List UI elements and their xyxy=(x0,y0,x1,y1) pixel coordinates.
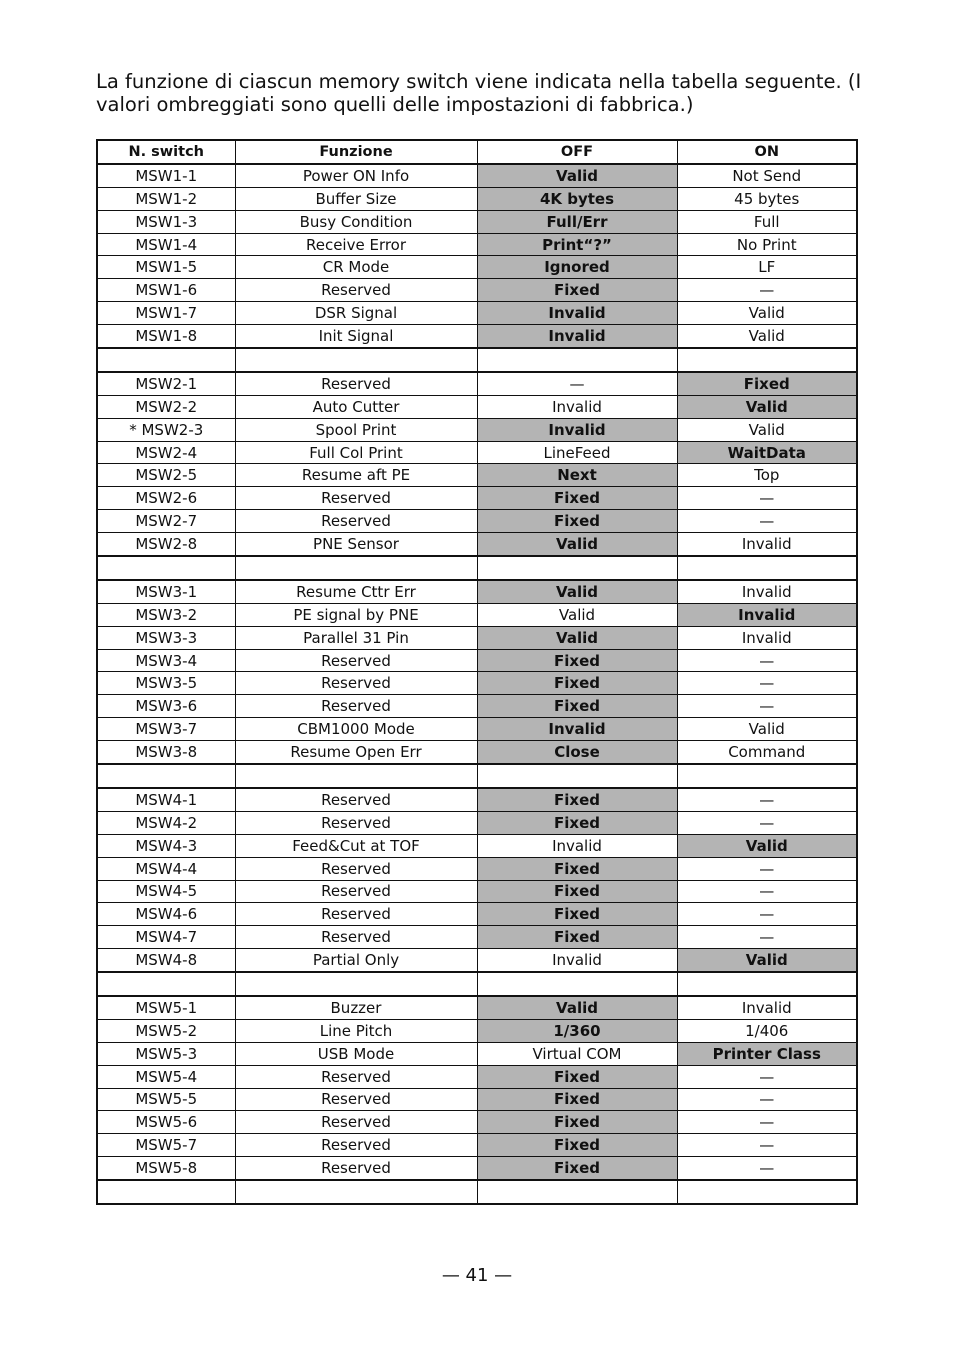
switch-number-cell: MSW2-2 xyxy=(97,395,235,418)
intro-paragraph: La funzione di ciascun memory switch viene indicata nella tabella seguente. (I valori ombreggiati sono quelli delle impostazioni di fabbrica.) xyxy=(96,70,862,116)
switch-number-cell: MSW5-8 xyxy=(97,1157,235,1180)
off-value-cell: Fixed xyxy=(477,880,677,903)
table-row xyxy=(97,325,857,348)
off-value-cell: Valid xyxy=(477,603,677,626)
switch-number-cell: MSW1-8 xyxy=(97,325,235,348)
on-value-cell: — xyxy=(677,672,857,695)
function-cell: Busy Condition xyxy=(235,210,477,233)
on-value-cell: — xyxy=(677,903,857,926)
function-cell: USB Mode xyxy=(235,1042,477,1065)
table-row xyxy=(97,302,857,325)
table-row xyxy=(97,279,857,302)
table-row xyxy=(97,857,857,880)
table-row xyxy=(97,395,857,418)
on-value-cell: — xyxy=(677,1111,857,1134)
empty-cell xyxy=(477,1180,677,1204)
function-cell: Auto Cutter xyxy=(235,395,477,418)
table-row xyxy=(97,1111,857,1134)
table-row xyxy=(97,649,857,672)
table-row xyxy=(97,510,857,533)
switch-number-cell: MSW4-5 xyxy=(97,880,235,903)
function-cell: Receive Error xyxy=(235,233,477,256)
function-cell: Init Signal xyxy=(235,325,477,348)
switch-number-cell: MSW2-8 xyxy=(97,533,235,556)
table-row xyxy=(97,580,857,603)
off-value-cell: Invalid xyxy=(477,949,677,972)
off-value-cell: Full/Err xyxy=(477,210,677,233)
function-cell: Reserved xyxy=(235,649,477,672)
on-value-cell: Command xyxy=(677,741,857,764)
switch-number-cell: MSW4-1 xyxy=(97,788,235,811)
switch-number-cell: MSW1-2 xyxy=(97,187,235,210)
table-row xyxy=(97,1157,857,1180)
table-row xyxy=(97,187,857,210)
table-row xyxy=(97,464,857,487)
function-cell: Reserved xyxy=(235,1065,477,1088)
function-cell: Parallel 31 Pin xyxy=(235,626,477,649)
function-cell: Partial Only xyxy=(235,949,477,972)
off-value-cell: Valid xyxy=(477,533,677,556)
off-value-cell: Fixed xyxy=(477,510,677,533)
on-value-cell: — xyxy=(677,1088,857,1111)
function-cell: Reserved xyxy=(235,1134,477,1157)
table-row xyxy=(97,372,857,395)
table-row xyxy=(97,903,857,926)
table-row xyxy=(97,487,857,510)
function-cell: Reserved xyxy=(235,903,477,926)
table-header-row xyxy=(97,140,857,164)
table-row xyxy=(97,949,857,972)
table-row xyxy=(97,1088,857,1111)
on-value-cell: No Print xyxy=(677,233,857,256)
empty-cell xyxy=(97,764,235,788)
empty-cell xyxy=(97,1180,235,1204)
function-cell: Reserved xyxy=(235,1157,477,1180)
table-row xyxy=(97,533,857,556)
table-row xyxy=(97,1134,857,1157)
on-value-cell: — xyxy=(677,1134,857,1157)
off-value-cell: Invalid xyxy=(477,325,677,348)
on-value-cell: Valid xyxy=(677,718,857,741)
switch-number-cell: MSW1-4 xyxy=(97,233,235,256)
off-value-cell: Fixed xyxy=(477,1111,677,1134)
on-value-cell: Printer Class xyxy=(677,1042,857,1065)
on-value-cell: Invalid xyxy=(677,533,857,556)
empty-cell xyxy=(235,556,477,580)
function-cell: Resume aft PE xyxy=(235,464,477,487)
switch-number-cell: MSW2-6 xyxy=(97,487,235,510)
function-cell: Reserved xyxy=(235,811,477,834)
empty-cell xyxy=(235,1180,477,1204)
empty-cell xyxy=(235,348,477,372)
table-row xyxy=(97,834,857,857)
function-cell: Reserved xyxy=(235,880,477,903)
switch-number-cell: MSW5-1 xyxy=(97,996,235,1019)
table-row xyxy=(97,1042,857,1065)
on-value-cell: Valid xyxy=(677,418,857,441)
switch-number-cell: MSW5-3 xyxy=(97,1042,235,1065)
on-value-cell: 45 bytes xyxy=(677,187,857,210)
function-cell: Spool Print xyxy=(235,418,477,441)
switch-number-cell: MSW2-5 xyxy=(97,464,235,487)
off-value-cell: Invalid xyxy=(477,395,677,418)
function-cell: Reserved xyxy=(235,1088,477,1111)
switch-number-cell: MSW3-3 xyxy=(97,626,235,649)
table-row xyxy=(97,996,857,1019)
off-value-cell: Ignored xyxy=(477,256,677,279)
table-row xyxy=(97,880,857,903)
function-cell: Reserved xyxy=(235,487,477,510)
switch-number-cell: MSW2-4 xyxy=(97,441,235,464)
off-value-cell: Fixed xyxy=(477,695,677,718)
on-value-cell: — xyxy=(677,788,857,811)
table-row xyxy=(97,210,857,233)
switch-number-cell: MSW2-7 xyxy=(97,510,235,533)
table-row xyxy=(97,1019,857,1042)
switch-number-cell: MSW5-4 xyxy=(97,1065,235,1088)
on-value-cell: — xyxy=(677,487,857,510)
switch-number-cell: MSW3-2 xyxy=(97,603,235,626)
table-row xyxy=(97,164,857,187)
on-value-cell: — xyxy=(677,880,857,903)
table-row xyxy=(97,418,857,441)
header-on: ON xyxy=(677,140,857,164)
on-value-cell: Valid xyxy=(677,949,857,972)
on-value-cell: WaitData xyxy=(677,441,857,464)
on-value-cell: — xyxy=(677,1157,857,1180)
on-value-cell: — xyxy=(677,857,857,880)
off-value-cell: Valid xyxy=(477,164,677,187)
switch-number-cell: MSW3-6 xyxy=(97,695,235,718)
empty-cell xyxy=(677,764,857,788)
function-cell: PE signal by PNE xyxy=(235,603,477,626)
switch-number-cell: MSW3-8 xyxy=(97,741,235,764)
function-cell: Reserved xyxy=(235,1111,477,1134)
switch-number-cell: MSW5-7 xyxy=(97,1134,235,1157)
switch-number-cell: MSW4-3 xyxy=(97,834,235,857)
off-value-cell: Valid xyxy=(477,580,677,603)
off-value-cell: 4K bytes xyxy=(477,187,677,210)
off-value-cell: Fixed xyxy=(477,672,677,695)
function-cell: Reserved xyxy=(235,672,477,695)
separator-row xyxy=(97,556,857,580)
off-value-cell: Fixed xyxy=(477,788,677,811)
function-cell: Reserved xyxy=(235,372,477,395)
function-cell: Reserved xyxy=(235,695,477,718)
empty-cell xyxy=(97,348,235,372)
on-value-cell: Fixed xyxy=(677,372,857,395)
function-cell: Reserved xyxy=(235,926,477,949)
off-value-cell: Fixed xyxy=(477,903,677,926)
on-value-cell: Invalid xyxy=(677,580,857,603)
table-row xyxy=(97,718,857,741)
empty-cell xyxy=(477,556,677,580)
function-cell: DSR Signal xyxy=(235,302,477,325)
table-row xyxy=(97,811,857,834)
function-cell: Line Pitch xyxy=(235,1019,477,1042)
switch-number-cell: MSW4-8 xyxy=(97,949,235,972)
switch-number-cell: MSW4-4 xyxy=(97,857,235,880)
on-value-cell: 1/406 xyxy=(677,1019,857,1042)
switch-number-cell: MSW1-3 xyxy=(97,210,235,233)
on-value-cell: — xyxy=(677,510,857,533)
function-cell: Reserved xyxy=(235,279,477,302)
function-cell: Full Col Print xyxy=(235,441,477,464)
switch-number-cell: MSW4-2 xyxy=(97,811,235,834)
function-cell: Reserved xyxy=(235,788,477,811)
function-cell: Reserved xyxy=(235,510,477,533)
on-value-cell: Invalid xyxy=(677,996,857,1019)
off-value-cell: Invalid xyxy=(477,718,677,741)
on-value-cell: Full xyxy=(677,210,857,233)
on-value-cell: Valid xyxy=(677,834,857,857)
off-value-cell: Valid xyxy=(477,626,677,649)
empty-cell xyxy=(97,556,235,580)
on-value-cell: Top xyxy=(677,464,857,487)
separator-row xyxy=(97,764,857,788)
table-row xyxy=(97,788,857,811)
off-value-cell: Print“?” xyxy=(477,233,677,256)
switch-number-cell: MSW1-6 xyxy=(97,279,235,302)
switch-number-cell: MSW3-4 xyxy=(97,649,235,672)
empty-cell xyxy=(677,1180,857,1204)
function-cell: Reserved xyxy=(235,857,477,880)
on-value-cell: Invalid xyxy=(677,626,857,649)
header-switch: N. switch xyxy=(97,140,235,164)
on-value-cell: — xyxy=(677,649,857,672)
on-value-cell: Valid xyxy=(677,325,857,348)
off-value-cell: Invalid xyxy=(477,834,677,857)
off-value-cell: Invalid xyxy=(477,302,677,325)
switch-number-cell: MSW1-1 xyxy=(97,164,235,187)
empty-cell xyxy=(677,348,857,372)
switch-number-cell: * MSW2-3 xyxy=(97,418,235,441)
table-row xyxy=(97,1065,857,1088)
switch-number-cell: MSW3-5 xyxy=(97,672,235,695)
table-body xyxy=(97,164,857,1204)
off-value-cell: Virtual COM xyxy=(477,1042,677,1065)
separator-row xyxy=(97,972,857,996)
table-row xyxy=(97,233,857,256)
separator-row xyxy=(97,348,857,372)
empty-cell xyxy=(677,972,857,996)
off-value-cell: Fixed xyxy=(477,487,677,510)
function-cell: Resume Cttr Err xyxy=(235,580,477,603)
off-value-cell: Fixed xyxy=(477,649,677,672)
switch-number-cell: MSW3-1 xyxy=(97,580,235,603)
on-value-cell: Valid xyxy=(677,302,857,325)
function-cell: Buffer Size xyxy=(235,187,477,210)
table-row xyxy=(97,741,857,764)
off-value-cell: Valid xyxy=(477,996,677,1019)
switch-number-cell: MSW5-6 xyxy=(97,1111,235,1134)
table-row xyxy=(97,926,857,949)
table-row xyxy=(97,441,857,464)
switch-number-cell: MSW5-5 xyxy=(97,1088,235,1111)
empty-cell xyxy=(97,972,235,996)
on-value-cell: Invalid xyxy=(677,603,857,626)
switch-number-cell: MSW4-7 xyxy=(97,926,235,949)
off-value-cell: Fixed xyxy=(477,1088,677,1111)
on-value-cell: LF xyxy=(677,256,857,279)
off-value-cell: Fixed xyxy=(477,811,677,834)
switch-number-cell: MSW1-7 xyxy=(97,302,235,325)
switch-number-cell: MSW3-7 xyxy=(97,718,235,741)
on-value-cell: Valid xyxy=(677,395,857,418)
off-value-cell: — xyxy=(477,372,677,395)
on-value-cell: — xyxy=(677,279,857,302)
empty-cell xyxy=(477,348,677,372)
off-value-cell: Fixed xyxy=(477,857,677,880)
function-cell: PNE Sensor xyxy=(235,533,477,556)
function-cell: Power ON Info xyxy=(235,164,477,187)
page-number: — 41 — xyxy=(441,1265,513,1286)
off-value-cell: Fixed xyxy=(477,1157,677,1180)
off-value-cell: Fixed xyxy=(477,1134,677,1157)
off-value-cell: Invalid xyxy=(477,418,677,441)
off-value-cell: Fixed xyxy=(477,1065,677,1088)
off-value-cell: Close xyxy=(477,741,677,764)
table-row xyxy=(97,256,857,279)
on-value-cell: — xyxy=(677,1065,857,1088)
on-value-cell: — xyxy=(677,811,857,834)
function-cell: CR Mode xyxy=(235,256,477,279)
empty-cell xyxy=(477,972,677,996)
empty-cell xyxy=(235,764,477,788)
on-value-cell: — xyxy=(677,926,857,949)
memory-switch-table xyxy=(96,139,858,1205)
table-row xyxy=(97,672,857,695)
on-value-cell: Not Send xyxy=(677,164,857,187)
table-row xyxy=(97,695,857,718)
function-cell: Feed&Cut at TOF xyxy=(235,834,477,857)
switch-number-cell: MSW5-2 xyxy=(97,1019,235,1042)
off-value-cell: LineFeed xyxy=(477,441,677,464)
off-value-cell: Fixed xyxy=(477,279,677,302)
function-cell: Resume Open Err xyxy=(235,741,477,764)
off-value-cell: Fixed xyxy=(477,926,677,949)
on-value-cell: — xyxy=(677,695,857,718)
switch-number-cell: MSW2-1 xyxy=(97,372,235,395)
header-off: OFF xyxy=(477,140,677,164)
table-row xyxy=(97,626,857,649)
function-cell: Buzzer xyxy=(235,996,477,1019)
off-value-cell: Next xyxy=(477,464,677,487)
off-value-cell: 1/360 xyxy=(477,1019,677,1042)
empty-cell xyxy=(235,972,477,996)
function-cell: CBM1000 Mode xyxy=(235,718,477,741)
switch-number-cell: MSW1-5 xyxy=(97,256,235,279)
empty-cell xyxy=(477,764,677,788)
table-row xyxy=(97,603,857,626)
empty-cell xyxy=(677,556,857,580)
switch-number-cell: MSW4-6 xyxy=(97,903,235,926)
separator-row xyxy=(97,1180,857,1204)
header-function: Funzione xyxy=(235,140,477,164)
